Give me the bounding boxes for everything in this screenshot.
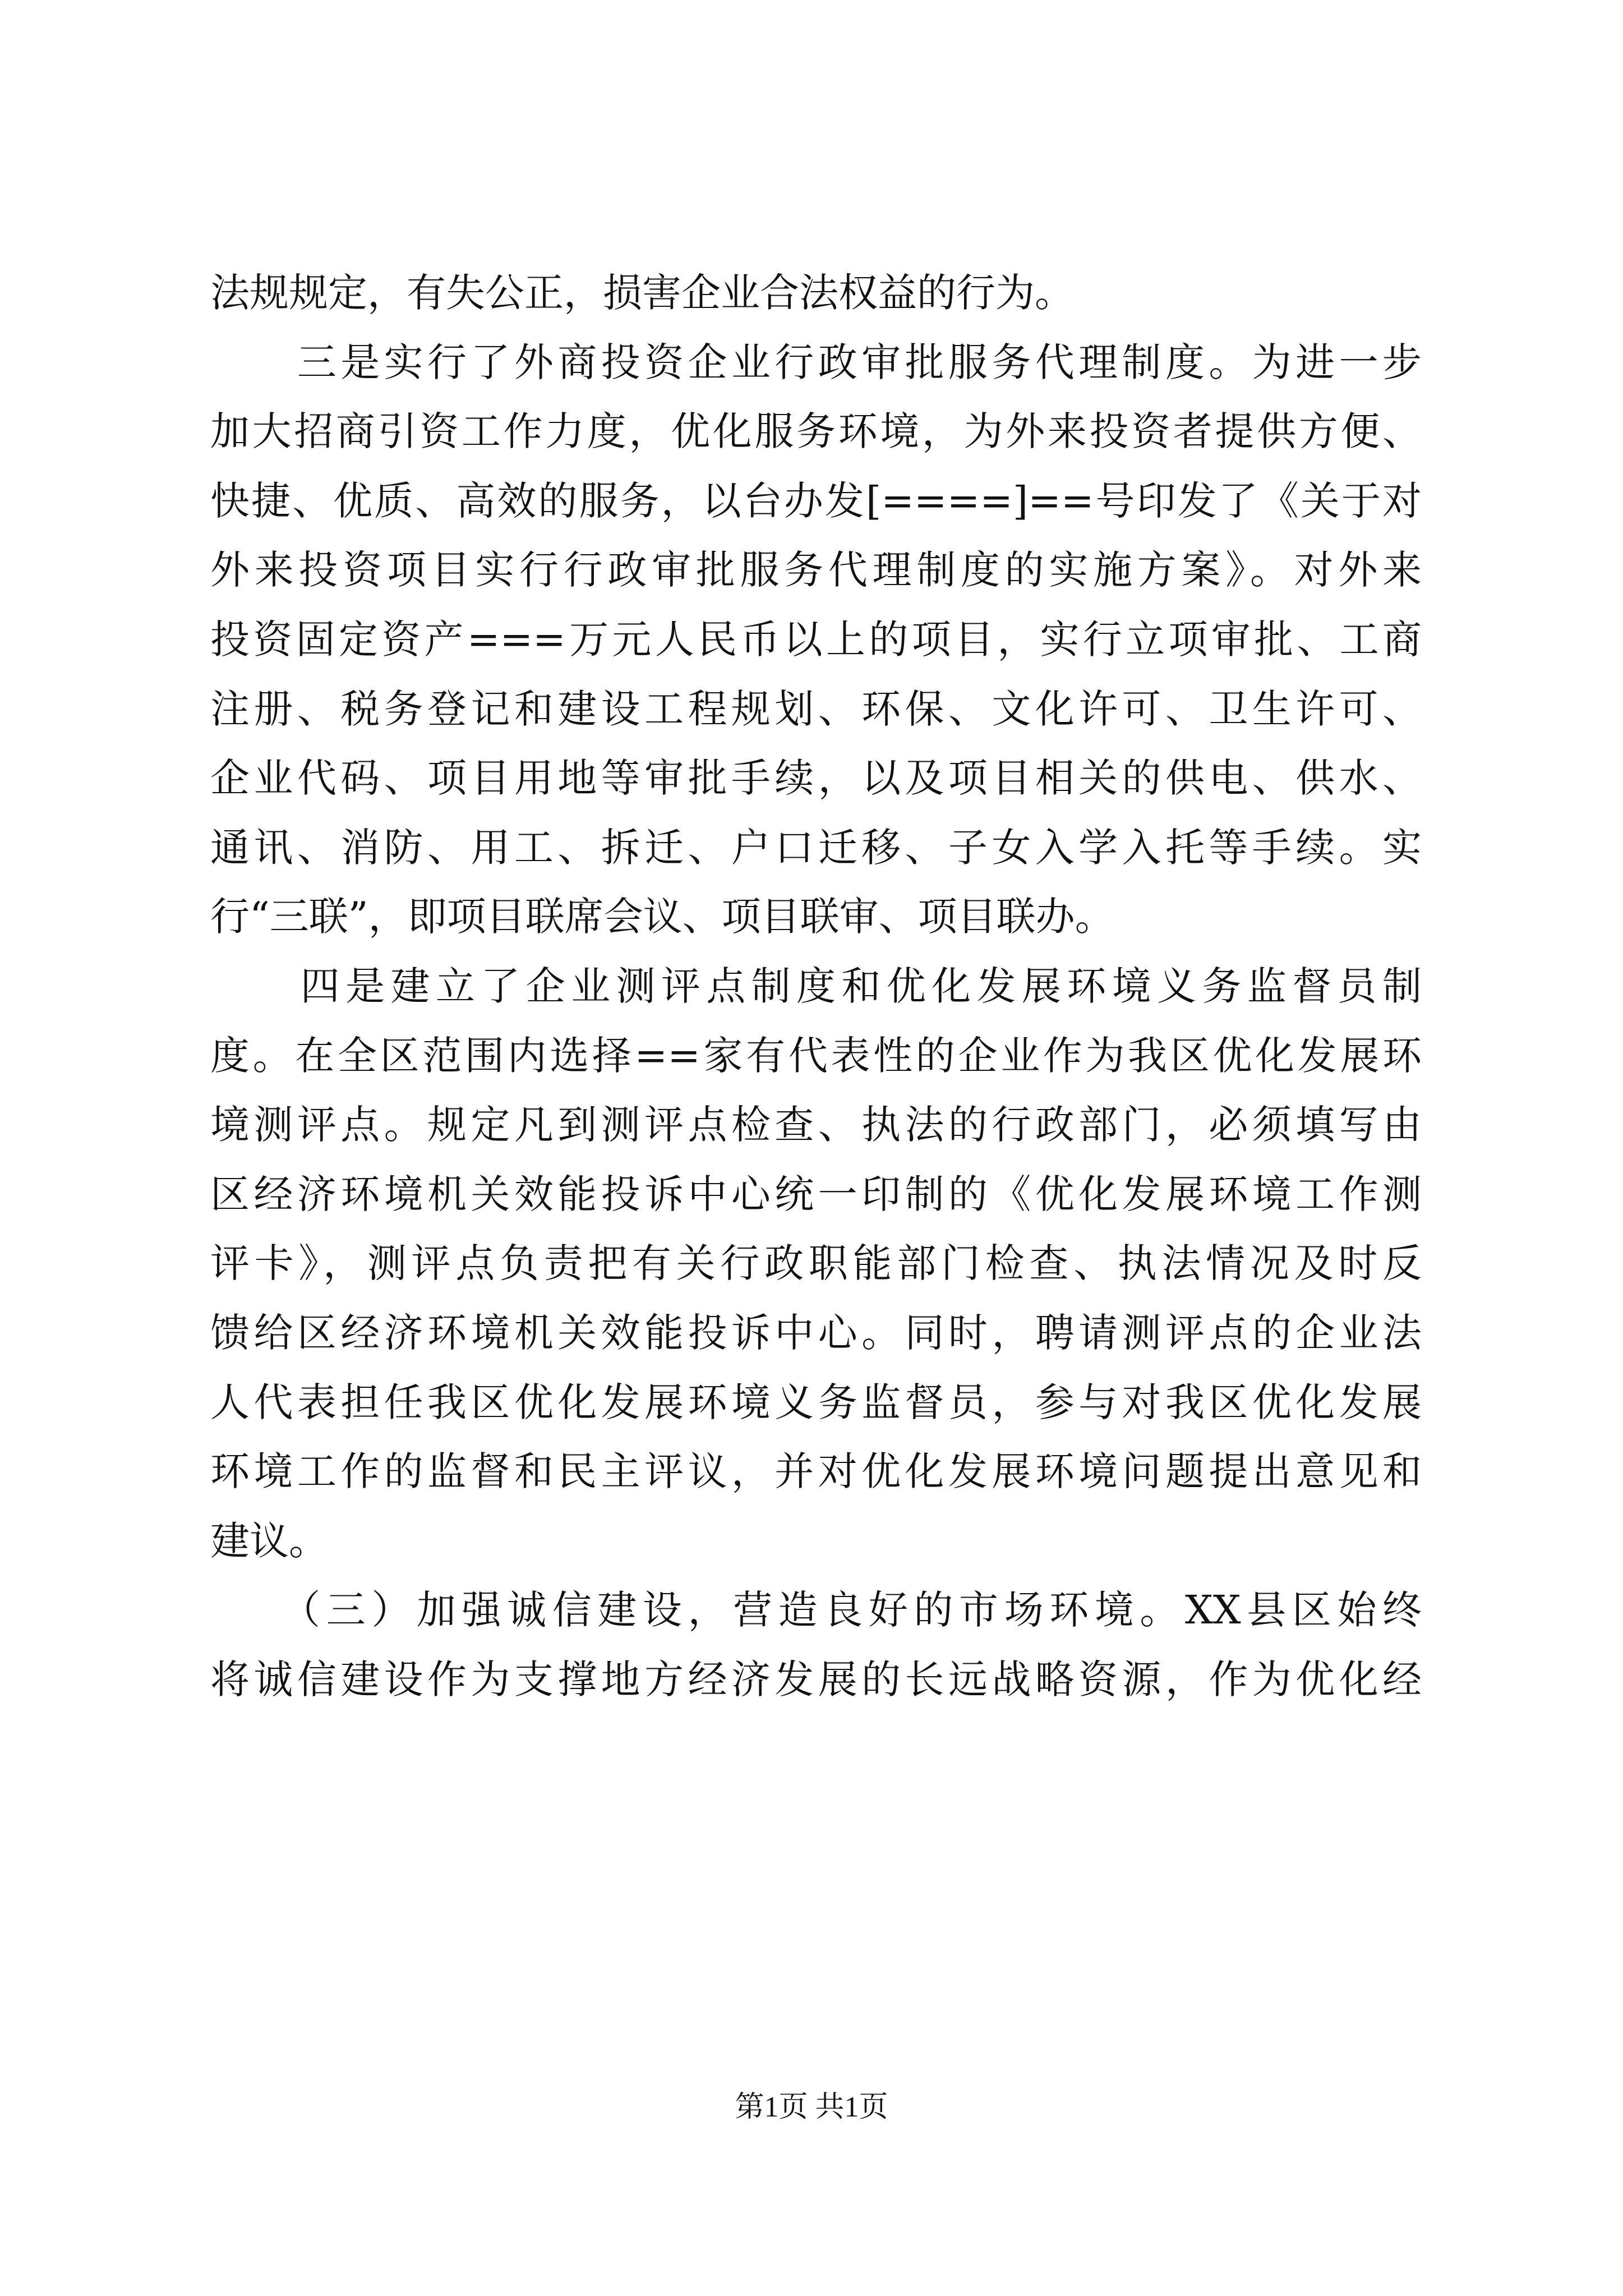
- text-line: （三）加强诚信建设，营造良好的市场环境。XX县区始终: [210, 1587, 1422, 1634]
- text-line: 将诚信建设作为支撑地方经济发展的长远战略资源，作为优化经: [210, 1656, 1422, 1703]
- text-line: 投资固定资产===万元人民币以上的项目，实行立项审批、工商: [210, 616, 1422, 662]
- text-line: 外来投资项目实行行政审批服务代理制度的实施方案》。对外来: [210, 547, 1422, 593]
- text-line: 馈给区经济环境机关效能投诉中心。同时，聘请测评点的企业法: [210, 1309, 1422, 1356]
- text-line: 三是实行了外商投资企业行政审批服务代理制度。为进一步: [210, 339, 1422, 385]
- text-line: 快捷、优质、高效的服务，以台办发[====]==号印发了《关于对: [210, 477, 1422, 524]
- text-line: 境测评点。规定凡到测评点检查、执法的行政部门，必须填写由: [210, 1102, 1422, 1148]
- text-line: 度。在全区范围内选择==家有代表性的企业作为我区优化发展环: [210, 1032, 1422, 1079]
- page-footer: 第1页 共1页: [735, 2091, 888, 2123]
- text-line: 区经济环境机关效能投诉中心统一印制的《优化发展环境工作测: [210, 1171, 1422, 1217]
- text-line: 四是建立了企业测评点制度和优化发展环境义务监督员制: [210, 963, 1422, 1009]
- text-line: 建议。: [210, 1517, 328, 1564]
- text-line: 环境工作的监督和民主评议，并对优化发展环境问题提出意见和: [210, 1448, 1422, 1495]
- text-line: 通讯、消防、用工、拆迁、户口迁移、子女入学入托等手续。实: [210, 824, 1422, 871]
- text-line: 加大招商引资工作力度，优化服务环境，为外来投资者提供方便、: [210, 408, 1422, 455]
- text-line: 人代表担任我区优化发展环境义务监督员，参与对我区优化发展: [210, 1379, 1422, 1425]
- text-line: 企业代码、项目用地等审批手续，以及项目相关的供电、供水、: [210, 755, 1422, 802]
- document-body: [210, 259, 1422, 1714]
- text-line: 法规规定，有失公正，损害企业合法权益的行为。: [210, 270, 1074, 316]
- text-line: 评卡》，测评点负责把有关行政职能部门检查、执法情况及时反: [210, 1240, 1422, 1287]
- text-line: 行“三联”，即项目联席会议、项目联审、项目联办。: [210, 894, 1114, 940]
- text-line: 注册、税务登记和建设工程规划、环保、文化许可、卫生许可、: [210, 685, 1422, 732]
